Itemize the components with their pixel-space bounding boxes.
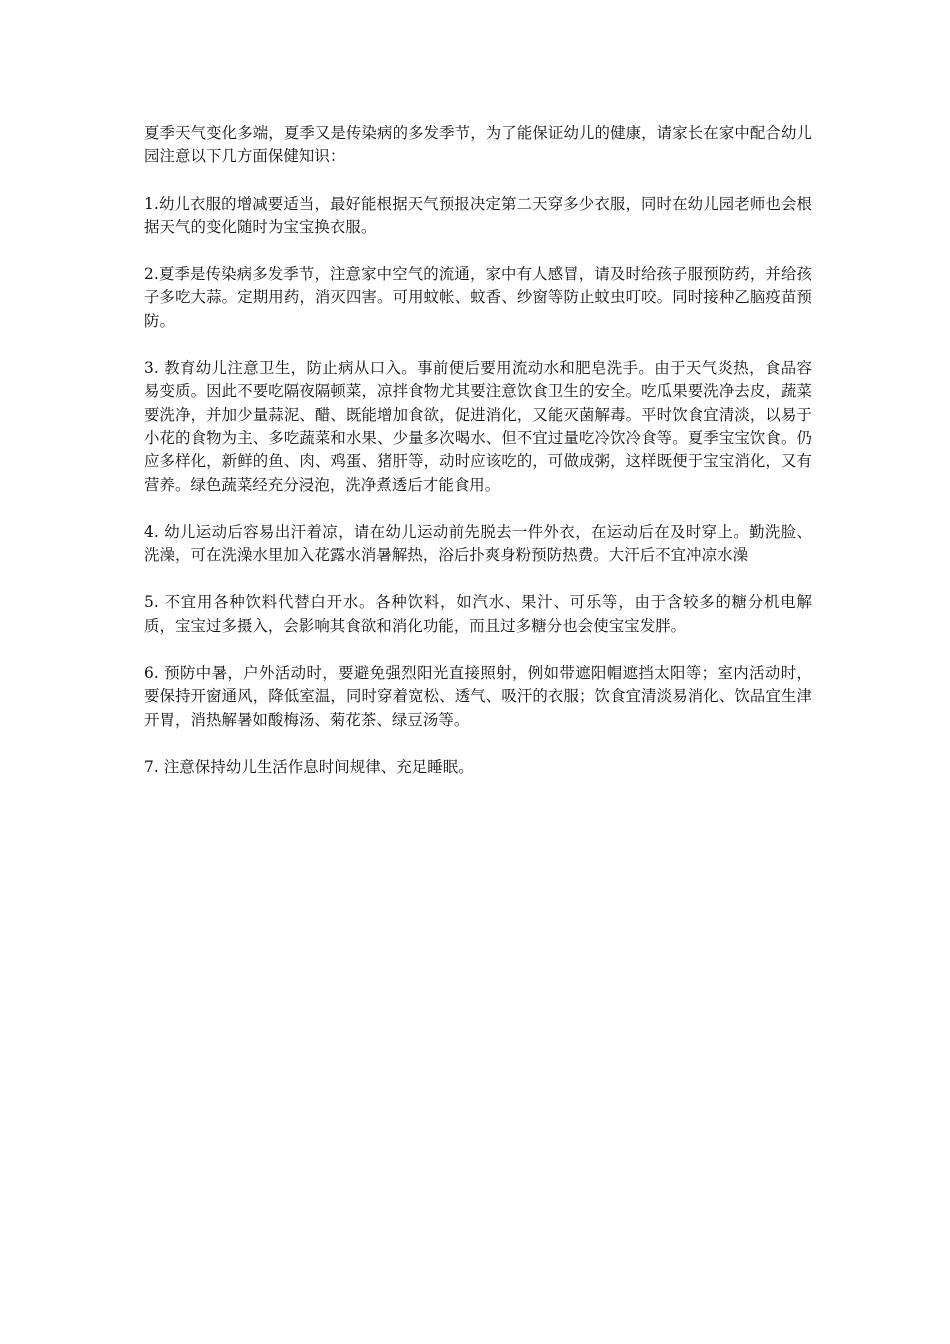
tip-3-paragraph: 3. 教育幼儿注意卫生，防止病从口入。事前便后要用流动水和肥皂洗手。由于天气炎热，食品容易变质。因此不要吃隔夜隔顿菜，凉拌食物尤其要注意饮食卫生的安全。吃瓜果要洗净去皮，蔬菜要洗净，并加少量蒜泥、醋、既能增加食欲，促进消化，又能灭菌解毒。平时饮食宜清淡，以易于小花的食物为主、多吃蔬菜和水果、少量多次喝水、但不宜过量吃冷饮冷食等。夏季宝宝饮食。仍应多样化，新鲜的鱼、肉、鸡蛋、猪肝等，动时应该吃的，可做成粥，这样既便于宝宝消化，又有营养。绿色蔬菜经充分浸泡，洗净煮透后才能食用。: [144, 359, 812, 494]
tip-1-paragraph: 1.幼儿衣服的增减要适当，最好能根据天气预报决定第二天穿多少衣服，同时在幼儿园老师也会根据天气的变化随时为宝宝换衣服。: [144, 194, 812, 236]
tip-7-paragraph: 7. 注意保持幼儿生活作息时间规律、充足睡眠。: [144, 757, 474, 776]
document-body: [144, 122, 812, 803]
intro-paragraph: 夏季天气变化多端，夏季又是传染病的多发季节，为了能保证幼儿的健康，请家长在家中配合幼儿园注意以下几方面保健知识：: [144, 124, 812, 166]
tip-6-paragraph: 6. 预防中暑，户外活动时，要避免强烈阳光直接照射，例如带遮阳帽遮挡太阳等；室内活动时，要保持开窗通风，降低室温，同时穿着宽松、透气、吸汗的衣服；饮食宜清淡易消化、饮品宜生津开胃，消热解暑如酸梅汤、菊花茶、绿豆汤等。: [144, 664, 812, 729]
tip-2-paragraph: 2.夏季是传染病多发季节，注意家中空气的流通，家中有人感冒，请及时给孩子服预防药，并给孩子多吃大蒜。定期用药，消灭四害。可用蚊帐、蚊香、纱窗等防止蚊虫叮咬。同时接种乙脑疫苗预防。: [144, 265, 812, 330]
tip-5-paragraph: 5. 不宜用各种饮料代替白开水。各种饮料，如汽水、果汁、可乐等，由于含较多的糖分机电解质，宝宝过多摄入，会影响其食欲和消化功能，而且过多糖分也会使宝宝发胖。: [144, 593, 812, 635]
tip-4-paragraph: 4. 幼儿运动后容易出汗着凉，请在幼儿运动前先脱去一件外衣，在运动后在及时穿上。勤洗脸、洗澡，可在洗澡水里加入花露水消暑解热，浴后扑爽身粉预防热费。大汗后不宜冲凉水澡: [144, 522, 812, 565]
